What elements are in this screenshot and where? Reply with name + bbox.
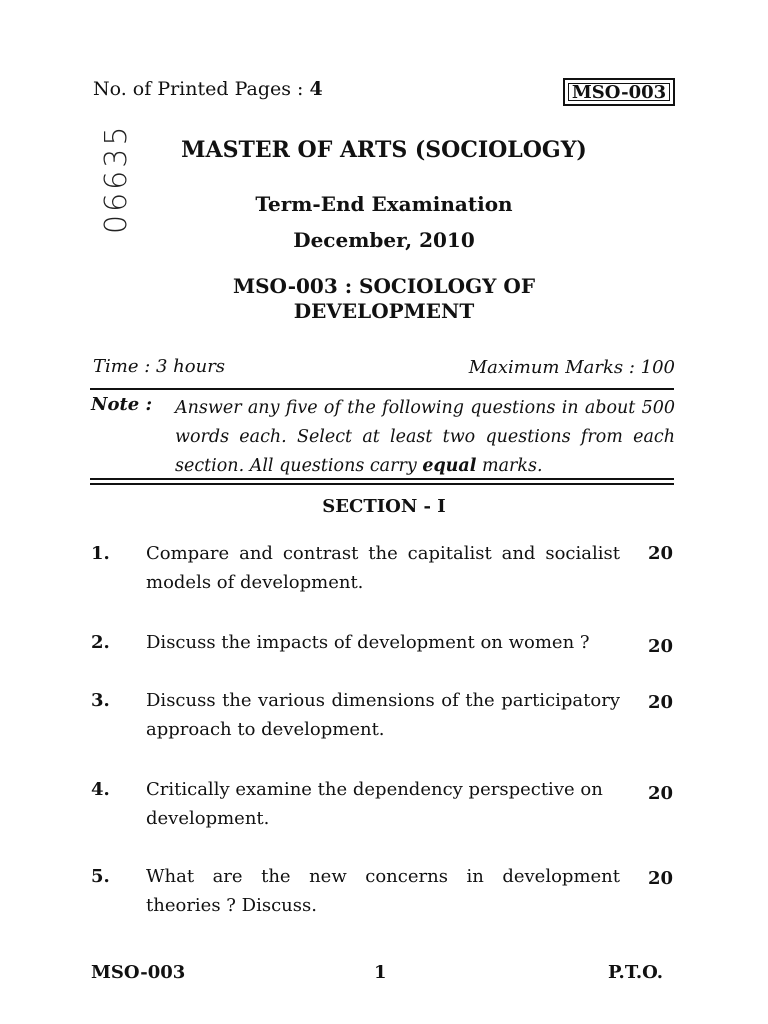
course-title-line1: MSO-003 : SOCIOLOGY OF xyxy=(232,274,536,298)
note-part2: marks. xyxy=(476,456,543,476)
question-text: Discuss the various dimensions of the participatory approach to development. xyxy=(146,690,620,740)
course-title-line2: DEVELOPMENT xyxy=(293,299,475,323)
pto-label: P.T.O. xyxy=(608,962,664,983)
question-number: 3. xyxy=(91,690,110,711)
divider xyxy=(90,483,674,485)
question-number: 4. xyxy=(91,779,110,800)
question-text: What are the new concerns in development theories ? Discuss. xyxy=(146,866,620,916)
question-marks: 20 xyxy=(648,783,674,804)
note-part1: Answer any five of the following questions in about 500 words each. Select at least two questions from each section. All questions carry xyxy=(175,398,675,476)
serial-number: 06635 xyxy=(99,123,134,234)
question-marks: 20 xyxy=(648,636,674,657)
section-title: SECTION - I xyxy=(322,496,446,517)
printed-pages-count: 4 xyxy=(309,78,323,100)
divider xyxy=(90,478,674,480)
maximum-marks: Maximum Marks : 100 xyxy=(468,357,675,378)
footer-paper-code: MSO-003 xyxy=(91,962,186,983)
question-number: 5. xyxy=(91,866,110,887)
divider xyxy=(90,388,674,390)
note-text xyxy=(175,394,675,481)
paper-code: MSO-003 xyxy=(571,81,667,103)
question-text: Discuss the impacts of development on women ? xyxy=(146,632,590,653)
printed-pages-info xyxy=(93,78,323,100)
degree-title: MASTER OF ARTS (SOCIOLOGY) xyxy=(181,137,587,163)
exam-title: Term-End Examination xyxy=(255,192,513,216)
page-number: 1 xyxy=(374,962,387,983)
question-number: 1. xyxy=(91,543,110,564)
time-allowed: Time : 3 hours xyxy=(93,356,226,377)
question-text: Compare and contrast the capitalist and socialist models of development. xyxy=(146,543,620,593)
note-label: Note : xyxy=(91,394,153,415)
question-marks: 20 xyxy=(648,543,674,564)
note-bold: equal xyxy=(422,456,477,476)
question-marks: 20 xyxy=(648,692,674,713)
printed-pages-label: No. of Printed Pages : xyxy=(93,78,310,100)
exam-date: December, 2010 xyxy=(293,228,475,252)
question-text: Critically examine the dependency perspective on development. xyxy=(146,779,603,829)
paper-code-box xyxy=(563,78,675,106)
question-marks: 20 xyxy=(648,868,674,889)
question-number: 2. xyxy=(91,632,110,653)
